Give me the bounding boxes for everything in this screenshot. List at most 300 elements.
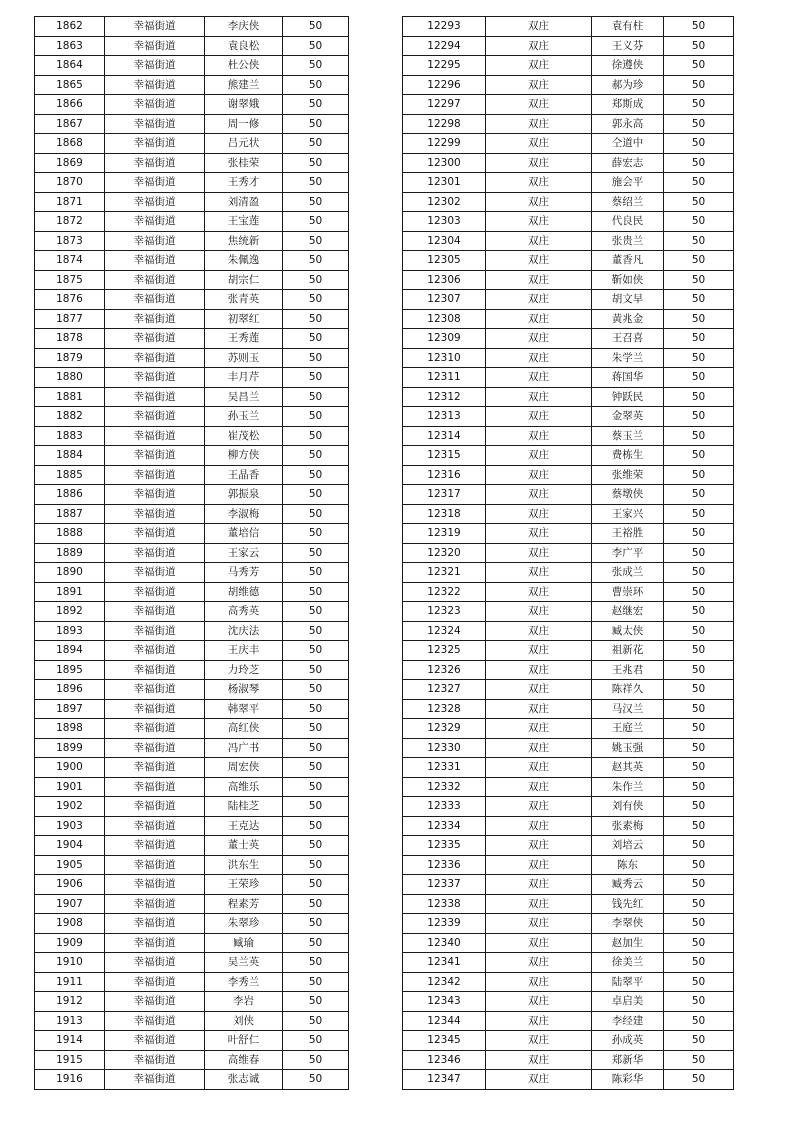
- area-cell: 幸福街道: [105, 875, 205, 895]
- row-number-cell: 12293: [403, 17, 486, 37]
- table-row: [35, 17, 349, 37]
- row-number-cell: 1909: [35, 933, 105, 953]
- table-row: [35, 972, 349, 992]
- amount-cell: 50: [283, 212, 349, 232]
- table-row: [403, 894, 734, 914]
- area-cell: 双庄: [486, 836, 592, 856]
- table-row: [403, 621, 734, 641]
- area-cell: 双庄: [486, 134, 592, 154]
- row-number-cell: 1869: [35, 153, 105, 173]
- name-cell: 臧瑜: [205, 933, 283, 953]
- name-cell: 王庆丰: [205, 641, 283, 661]
- row-number-cell: 1916: [35, 1070, 105, 1090]
- row-number-cell: 12299: [403, 134, 486, 154]
- name-cell: 袁良松: [205, 36, 283, 56]
- table-row: [35, 797, 349, 817]
- table-row: [403, 660, 734, 680]
- area-cell: 双庄: [486, 270, 592, 290]
- amount-cell: 50: [664, 1070, 734, 1090]
- table-row: [35, 582, 349, 602]
- table-row: [403, 446, 734, 466]
- row-number-cell: 1885: [35, 465, 105, 485]
- amount-cell: 50: [664, 738, 734, 758]
- row-number-cell: 1889: [35, 543, 105, 563]
- row-number-cell: 12304: [403, 231, 486, 251]
- table-row: [35, 992, 349, 1012]
- name-cell: 董香凡: [592, 251, 664, 271]
- amount-cell: 50: [664, 231, 734, 251]
- area-cell: 双庄: [486, 641, 592, 661]
- area-cell: 幸福街道: [105, 426, 205, 446]
- table-row: [35, 426, 349, 446]
- amount-cell: 50: [664, 621, 734, 641]
- name-cell: 陆翠平: [592, 972, 664, 992]
- name-cell: 朱作兰: [592, 777, 664, 797]
- area-cell: 双庄: [486, 875, 592, 895]
- table-row: [403, 563, 734, 583]
- name-cell: 高秀英: [205, 602, 283, 622]
- row-number-cell: 12339: [403, 914, 486, 934]
- area-cell: 幸福街道: [105, 816, 205, 836]
- area-cell: 幸福街道: [105, 192, 205, 212]
- row-number-cell: 12311: [403, 368, 486, 388]
- table-row: [35, 1070, 349, 1090]
- area-cell: 双庄: [486, 992, 592, 1012]
- table-row: [403, 914, 734, 934]
- amount-cell: 50: [664, 153, 734, 173]
- row-number-cell: 1899: [35, 738, 105, 758]
- area-cell: 双庄: [486, 738, 592, 758]
- row-number-cell: 1877: [35, 309, 105, 329]
- area-cell: 双庄: [486, 777, 592, 797]
- area-cell: 双庄: [486, 953, 592, 973]
- name-cell: 李广平: [592, 543, 664, 563]
- table-row: [35, 251, 349, 271]
- row-number-cell: 12306: [403, 270, 486, 290]
- amount-cell: 50: [664, 75, 734, 95]
- amount-cell: 50: [283, 114, 349, 134]
- table-row: [35, 485, 349, 505]
- row-number-cell: 1891: [35, 582, 105, 602]
- name-cell: 杨淑琴: [205, 680, 283, 700]
- row-number-cell: 12301: [403, 173, 486, 193]
- amount-cell: 50: [283, 602, 349, 622]
- row-number-cell: 1884: [35, 446, 105, 466]
- amount-cell: 50: [283, 446, 349, 466]
- name-cell: 叶舒仁: [205, 1031, 283, 1051]
- row-number-cell: 1911: [35, 972, 105, 992]
- amount-cell: 50: [664, 953, 734, 973]
- row-number-cell: 12344: [403, 1011, 486, 1031]
- table-row: [403, 972, 734, 992]
- area-cell: 双庄: [486, 1031, 592, 1051]
- area-cell: 幸福街道: [105, 992, 205, 1012]
- name-cell: 张素梅: [592, 816, 664, 836]
- table-row: [403, 582, 734, 602]
- amount-cell: 50: [283, 836, 349, 856]
- name-cell: 刘清盈: [205, 192, 283, 212]
- amount-cell: 50: [664, 543, 734, 563]
- row-number-cell: 12298: [403, 114, 486, 134]
- area-cell: 幸福街道: [105, 56, 205, 76]
- row-number-cell: 1908: [35, 914, 105, 934]
- name-cell: 曹崇环: [592, 582, 664, 602]
- table-row: [35, 894, 349, 914]
- row-number-cell: 12319: [403, 524, 486, 544]
- amount-cell: 50: [664, 192, 734, 212]
- row-number-cell: 1901: [35, 777, 105, 797]
- name-cell: 王晶香: [205, 465, 283, 485]
- amount-cell: 50: [283, 855, 349, 875]
- amount-cell: 50: [664, 329, 734, 349]
- table-row: [403, 114, 734, 134]
- amount-cell: 50: [283, 621, 349, 641]
- row-number-cell: 1875: [35, 270, 105, 290]
- row-number-cell: 1868: [35, 134, 105, 154]
- table-row: [403, 407, 734, 427]
- area-cell: 幸福街道: [105, 290, 205, 310]
- amount-cell: 50: [283, 563, 349, 583]
- area-cell: 幸福街道: [105, 933, 205, 953]
- amount-cell: 50: [664, 36, 734, 56]
- area-cell: 双庄: [486, 602, 592, 622]
- amount-cell: 50: [283, 387, 349, 407]
- table-row: [35, 641, 349, 661]
- area-cell: 双庄: [486, 251, 592, 271]
- amount-cell: 50: [283, 426, 349, 446]
- area-cell: 双庄: [486, 426, 592, 446]
- amount-cell: 50: [664, 426, 734, 446]
- area-cell: 幸福街道: [105, 348, 205, 368]
- row-number-cell: 12308: [403, 309, 486, 329]
- table-row: [403, 309, 734, 329]
- area-cell: 双庄: [486, 290, 592, 310]
- name-cell: 金翠英: [592, 407, 664, 427]
- area-cell: 幸福街道: [105, 36, 205, 56]
- row-number-cell: 12307: [403, 290, 486, 310]
- name-cell: 张维荣: [592, 465, 664, 485]
- amount-cell: 50: [664, 17, 734, 37]
- area-cell: 幸福街道: [105, 1031, 205, 1051]
- name-cell: 王荣珍: [205, 875, 283, 895]
- name-cell: 李翠侠: [592, 914, 664, 934]
- row-number-cell: 1874: [35, 251, 105, 271]
- row-number-cell: 1895: [35, 660, 105, 680]
- table-row: [35, 192, 349, 212]
- name-cell: 袁有柱: [592, 17, 664, 37]
- table-row: [403, 543, 734, 563]
- name-cell: 王义芬: [592, 36, 664, 56]
- area-cell: 幸福街道: [105, 114, 205, 134]
- amount-cell: 50: [664, 173, 734, 193]
- table-row: [403, 836, 734, 856]
- left-roster-body: [35, 17, 349, 1090]
- name-cell: 程素芳: [205, 894, 283, 914]
- name-cell: 吕元状: [205, 134, 283, 154]
- table-row: [403, 855, 734, 875]
- area-cell: 幸福街道: [105, 75, 205, 95]
- area-cell: 幸福街道: [105, 914, 205, 934]
- amount-cell: 50: [664, 602, 734, 622]
- amount-cell: 50: [283, 368, 349, 388]
- name-cell: 刘侠: [205, 1011, 283, 1031]
- row-number-cell: 12328: [403, 699, 486, 719]
- area-cell: 双庄: [486, 75, 592, 95]
- row-number-cell: 12295: [403, 56, 486, 76]
- area-cell: 幸福街道: [105, 953, 205, 973]
- table-row: [35, 348, 349, 368]
- name-cell: 张贵兰: [592, 231, 664, 251]
- name-cell: 陈东: [592, 855, 664, 875]
- amount-cell: 50: [664, 816, 734, 836]
- table-row: [403, 875, 734, 895]
- name-cell: 董士英: [205, 836, 283, 856]
- name-cell: 刘培云: [592, 836, 664, 856]
- amount-cell: 50: [283, 543, 349, 563]
- row-number-cell: 1907: [35, 894, 105, 914]
- amount-cell: 50: [664, 699, 734, 719]
- amount-cell: 50: [664, 387, 734, 407]
- amount-cell: 50: [664, 524, 734, 544]
- amount-cell: 50: [283, 17, 349, 37]
- row-number-cell: 1872: [35, 212, 105, 232]
- amount-cell: 50: [283, 309, 349, 329]
- name-cell: 蒋国华: [592, 368, 664, 388]
- amount-cell: 50: [283, 95, 349, 115]
- row-number-cell: 12315: [403, 446, 486, 466]
- row-number-cell: 12324: [403, 621, 486, 641]
- table-row: [35, 95, 349, 115]
- area-cell: 双庄: [486, 231, 592, 251]
- row-number-cell: 12341: [403, 953, 486, 973]
- table-row: [403, 290, 734, 310]
- row-number-cell: 12336: [403, 855, 486, 875]
- row-number-cell: 12297: [403, 95, 486, 115]
- row-number-cell: 12337: [403, 875, 486, 895]
- row-number-cell: 12323: [403, 602, 486, 622]
- name-cell: 姚玉强: [592, 738, 664, 758]
- table-row: [35, 621, 349, 641]
- right-roster-table: [402, 16, 734, 1090]
- area-cell: 双庄: [486, 1070, 592, 1090]
- name-cell: 钟跃民: [592, 387, 664, 407]
- row-number-cell: 12305: [403, 251, 486, 271]
- row-number-cell: 12320: [403, 543, 486, 563]
- area-cell: 双庄: [486, 1011, 592, 1031]
- area-cell: 幸福街道: [105, 797, 205, 817]
- amount-cell: 50: [283, 329, 349, 349]
- table-row: [35, 777, 349, 797]
- table-row: [403, 17, 734, 37]
- table-row: [403, 699, 734, 719]
- table-row: [403, 602, 734, 622]
- table-row: [403, 56, 734, 76]
- table-row: [35, 602, 349, 622]
- amount-cell: 50: [283, 1011, 349, 1031]
- row-number-cell: 12345: [403, 1031, 486, 1051]
- row-number-cell: 12342: [403, 972, 486, 992]
- row-number-cell: 1898: [35, 719, 105, 739]
- table-row: [403, 719, 734, 739]
- name-cell: 郑新华: [592, 1050, 664, 1070]
- name-cell: 朱翠珍: [205, 914, 283, 934]
- name-cell: 蔡墩侠: [592, 485, 664, 505]
- area-cell: 双庄: [486, 485, 592, 505]
- area-cell: 双庄: [486, 933, 592, 953]
- row-number-cell: 12327: [403, 680, 486, 700]
- name-cell: 陈彩华: [592, 1070, 664, 1090]
- area-cell: 幸福街道: [105, 894, 205, 914]
- row-number-cell: 1881: [35, 387, 105, 407]
- row-number-cell: 1865: [35, 75, 105, 95]
- amount-cell: 50: [283, 173, 349, 193]
- name-cell: 郭永高: [592, 114, 664, 134]
- row-number-cell: 12313: [403, 407, 486, 427]
- row-number-cell: 12343: [403, 992, 486, 1012]
- name-cell: 张成兰: [592, 563, 664, 583]
- row-number-cell: 12309: [403, 329, 486, 349]
- row-number-cell: 1867: [35, 114, 105, 134]
- amount-cell: 50: [664, 348, 734, 368]
- name-cell: 孙成英: [592, 1031, 664, 1051]
- table-row: [35, 524, 349, 544]
- table-row: [35, 173, 349, 193]
- amount-cell: 50: [664, 836, 734, 856]
- name-cell: 刘有侠: [592, 797, 664, 817]
- table-row: [35, 309, 349, 329]
- table-row: [403, 153, 734, 173]
- table-row: [35, 738, 349, 758]
- area-cell: 幸福街道: [105, 387, 205, 407]
- amount-cell: 50: [283, 660, 349, 680]
- area-cell: 幸福街道: [105, 582, 205, 602]
- table-row: [35, 270, 349, 290]
- amount-cell: 50: [283, 953, 349, 973]
- name-cell: 韩翠平: [205, 699, 283, 719]
- area-cell: 幸福街道: [105, 738, 205, 758]
- name-cell: 张志诚: [205, 1070, 283, 1090]
- name-cell: 李经建: [592, 1011, 664, 1031]
- table-row: [403, 329, 734, 349]
- row-number-cell: 12316: [403, 465, 486, 485]
- name-cell: 王家云: [205, 543, 283, 563]
- amount-cell: 50: [283, 680, 349, 700]
- area-cell: 幸福街道: [105, 309, 205, 329]
- table-row: [403, 231, 734, 251]
- row-number-cell: 1876: [35, 290, 105, 310]
- table-row: [403, 680, 734, 700]
- amount-cell: 50: [283, 992, 349, 1012]
- amount-cell: 50: [664, 797, 734, 817]
- area-cell: 双庄: [486, 797, 592, 817]
- amount-cell: 50: [664, 758, 734, 778]
- table-row: [403, 426, 734, 446]
- amount-cell: 50: [664, 972, 734, 992]
- name-cell: 代良民: [592, 212, 664, 232]
- area-cell: 幸福街道: [105, 329, 205, 349]
- name-cell: 崔茂松: [205, 426, 283, 446]
- area-cell: 幸福街道: [105, 524, 205, 544]
- row-number-cell: 12317: [403, 485, 486, 505]
- area-cell: 幸福街道: [105, 543, 205, 563]
- table-row: [403, 368, 734, 388]
- name-cell: 仝道中: [592, 134, 664, 154]
- area-cell: 幸福街道: [105, 446, 205, 466]
- amount-cell: 50: [664, 270, 734, 290]
- area-cell: 双庄: [486, 582, 592, 602]
- table-row: [35, 114, 349, 134]
- name-cell: 郑斯成: [592, 95, 664, 115]
- name-cell: 洪东生: [205, 855, 283, 875]
- table-row: [403, 1050, 734, 1070]
- area-cell: 幸福街道: [105, 504, 205, 524]
- area-cell: 双庄: [486, 387, 592, 407]
- name-cell: 王秀才: [205, 173, 283, 193]
- amount-cell: 50: [664, 251, 734, 271]
- row-number-cell: 1873: [35, 231, 105, 251]
- area-cell: 幸福街道: [105, 758, 205, 778]
- table-row: [35, 504, 349, 524]
- amount-cell: 50: [664, 855, 734, 875]
- area-cell: 双庄: [486, 758, 592, 778]
- amount-cell: 50: [283, 251, 349, 271]
- name-cell: 王克达: [205, 816, 283, 836]
- row-number-cell: 1866: [35, 95, 105, 115]
- name-cell: 高维乐: [205, 777, 283, 797]
- table-row: [35, 329, 349, 349]
- row-number-cell: 12335: [403, 836, 486, 856]
- table-row: [403, 758, 734, 778]
- row-number-cell: 12321: [403, 563, 486, 583]
- amount-cell: 50: [283, 192, 349, 212]
- name-cell: 徐美兰: [592, 953, 664, 973]
- area-cell: 幸福街道: [105, 602, 205, 622]
- name-cell: 李岩: [205, 992, 283, 1012]
- left-roster-table: [34, 16, 349, 1090]
- table-row: [35, 290, 349, 310]
- table-row: [403, 134, 734, 154]
- table-row: [35, 231, 349, 251]
- row-number-cell: 1904: [35, 836, 105, 856]
- table-row: [35, 953, 349, 973]
- table-row: [35, 153, 349, 173]
- table-row: [35, 1031, 349, 1051]
- row-number-cell: 1880: [35, 368, 105, 388]
- name-cell: 冯广书: [205, 738, 283, 758]
- area-cell: 双庄: [486, 621, 592, 641]
- area-cell: 幸福街道: [105, 777, 205, 797]
- row-number-cell: 1910: [35, 953, 105, 973]
- area-cell: 幸福街道: [105, 368, 205, 388]
- amount-cell: 50: [283, 582, 349, 602]
- table-row: [403, 387, 734, 407]
- name-cell: 张青英: [205, 290, 283, 310]
- area-cell: 幸福街道: [105, 407, 205, 427]
- amount-cell: 50: [283, 485, 349, 505]
- amount-cell: 50: [664, 992, 734, 1012]
- amount-cell: 50: [664, 719, 734, 739]
- table-row: [403, 992, 734, 1012]
- name-cell: 张桂荣: [205, 153, 283, 173]
- area-cell: 双庄: [486, 660, 592, 680]
- name-cell: 王家兴: [592, 504, 664, 524]
- amount-cell: 50: [664, 407, 734, 427]
- area-cell: 幸福街道: [105, 699, 205, 719]
- name-cell: 马汉兰: [592, 699, 664, 719]
- name-cell: 马秀芳: [205, 563, 283, 583]
- area-cell: 双庄: [486, 1050, 592, 1070]
- area-cell: 幸福街道: [105, 17, 205, 37]
